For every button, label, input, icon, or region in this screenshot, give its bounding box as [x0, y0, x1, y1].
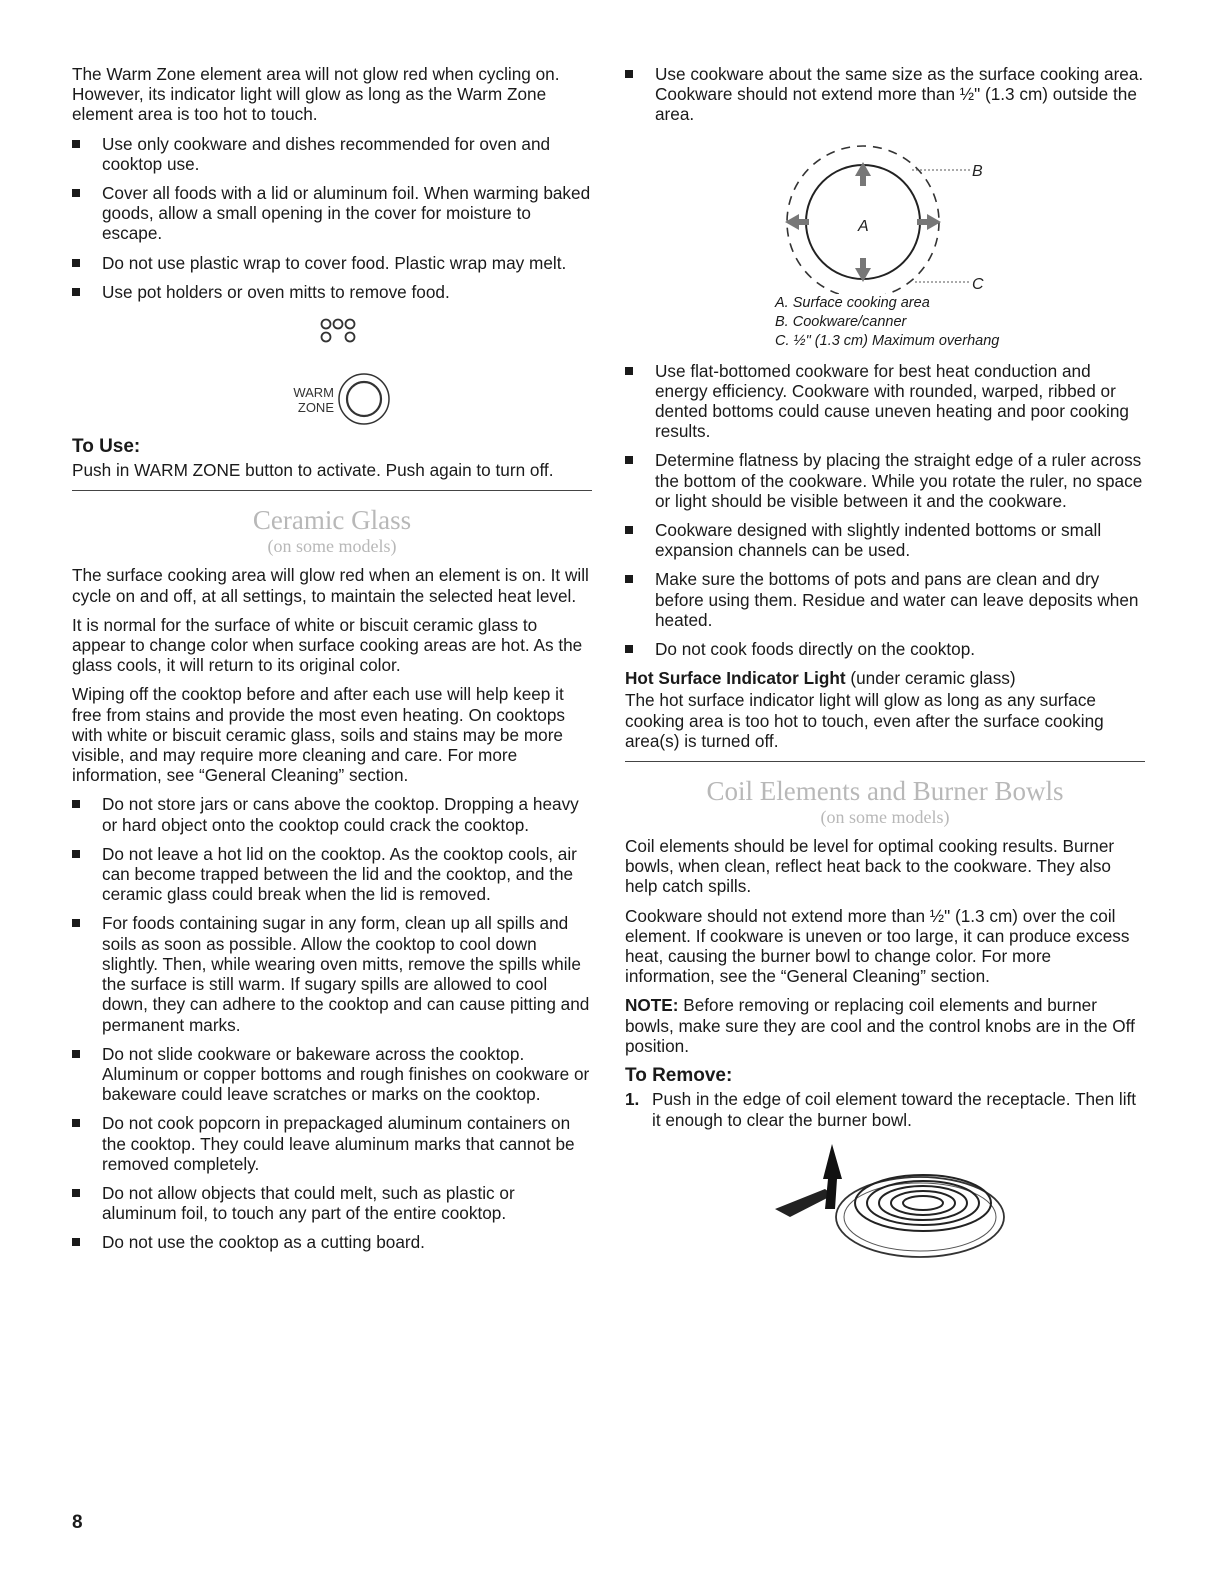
diagram-label-b: B: [972, 162, 983, 180]
list-item: Do not store jars or cans above the cooktop. Dropping a heavy or hard object onto the cooktop could crack the cooktop.: [72, 794, 592, 834]
to-use-text: Push in WARM ZONE button to activate. Push again to turn off.: [72, 460, 554, 481]
list-item: Cookware designed with slightly indented bottoms or small expansion channels can be used.: [625, 520, 1145, 560]
section-divider: [625, 761, 1145, 762]
list-item: Use cookware about the same size as the surface cooking area. Cookware should not extend more than ½" (1.3 cm) outside the area.: [625, 64, 1145, 125]
right-column: [625, 64, 1145, 1269]
diagram-caption-c: C. ½" (1.3 cm) Maximum overhang: [775, 332, 1000, 349]
coil-element-removal-illustration: [625, 1139, 1145, 1269]
section-divider: [72, 490, 592, 491]
note-text: Before removing or replacing coil elements and burner bowls, make sure they are cool and the control knobs are in the Off position.: [625, 995, 1135, 1056]
diagram-caption-a: A. Surface cooking area: [775, 294, 930, 311]
cookware-size-list: [625, 64, 1145, 125]
warm-label: WARM: [293, 385, 334, 401]
warm-zone-tips-list: [72, 134, 592, 302]
list-item: Determine flatness by placing the straight edge of a ruler across the bottom of the cookware. While you rotate the ruler, no space or light should be visible between it and the cookware.: [625, 450, 1145, 511]
warm-zone-control-illustration: [72, 311, 592, 433]
remove-step: [625, 1089, 1145, 1129]
to-remove-heading: To Remove:: [625, 1065, 733, 1087]
list-item: Do not use the cooktop as a cutting board.: [72, 1232, 592, 1252]
to-use-heading: To Use:: [72, 436, 141, 458]
ceramic-paragraph: Wiping off the cooktop before and after each use will help keep it free from stains and provide the most even heating. On cooktops with white or biscuit ceramic glass, soils and stains may be more visible, and may require more cleaning and care. For more information, see “General Cleaning” section.: [72, 684, 565, 786]
indicator-light-text: The hot surface indicator light will glow as long as any surface cooking area is too hot to touch, even after the surface cooking area(s) is turned off.: [625, 690, 1104, 751]
step-text: Push in the edge of coil element toward the receptacle. Then lift it enough to clear the burner bowl.: [652, 1089, 1137, 1130]
left-column: [72, 64, 592, 1262]
list-item: Do not use plastic wrap to cover food. Plastic wrap may melt.: [72, 253, 592, 273]
list-item: Use pot holders or oven mitts to remove food.: [72, 282, 592, 302]
coil-elements-subtitle: (on some models): [820, 807, 950, 828]
ceramic-glass-subtitle: (on some models): [267, 536, 397, 557]
list-item: Do not leave a hot lid on the cooktop. As the cooktop cools, air can become trapped between the lid and the cooktop, and the ceramic glass could break when the lid is removed.: [72, 844, 592, 905]
list-item: For foods containing sugar in any form, clean up all spills and soils as soon as possible. Allow the cooktop to cool down slightly. Then, while wearing oven mitts, remove the spills while the surface is still warm. If sugary spills are allowed to cool down, they can adhere to the cooktop and can cause pitting and permanent marks.: [72, 913, 592, 1034]
step-number: 1.: [625, 1089, 640, 1110]
diagram-label-a: A: [858, 217, 869, 235]
list-item: Do not allow objects that could melt, such as plastic or aluminum foil, to touch any part of the entire cooktop.: [72, 1183, 592, 1223]
list-item: Do not slide cookware or bakeware across the cooktop. Aluminum or copper bottoms and rough finishes on cookware or bakeware could leave scratches or marks on the cooktop.: [72, 1044, 592, 1105]
cookware-overhang-diagram: [625, 132, 1145, 294]
note-paragraph: [625, 995, 1145, 1056]
warm-zone-intro: The Warm Zone element area will not glow red when cycling on. However, its indicator light will glow as long as the Warm Zone element area is too hot to touch.: [72, 64, 560, 125]
list-item: Do not cook foods directly on the cooktop.: [625, 639, 1145, 659]
diagram-label-c: C: [972, 275, 984, 293]
list-item: Make sure the bottoms of pots and pans are clean and dry before using them. Residue and water can leave deposits when heated.: [625, 569, 1145, 630]
coil-paragraph: Cookware should not extend more than ½" (1.3 cm) over the coil element. If cookware is uneven or too large, it can produce excess heat, causing the burner bowl to change color. For more information, see the “General Cleaning” section.: [625, 905, 1130, 987]
page-number: 8: [72, 1512, 83, 1533]
zone-label: ZONE: [297, 400, 334, 416]
list-item: Cover all foods with a lid or aluminum foil. When warming baked goods, allow a small opening in the cover for moisture to escape.: [72, 183, 592, 244]
ceramic-paragraph: The surface cooking area will glow red when an element is on. It will cycle on and off, at all settings, to maintain the selected heat level.: [72, 565, 589, 606]
ceramic-tips-list: [72, 794, 592, 1252]
ceramic-glass-title: Ceramic Glass: [252, 505, 412, 536]
indicator-light-heading-rest: (under ceramic glass): [845, 668, 1016, 689]
coil-paragraph: Coil elements should be level for optimal cooking results. Burner bowls, when clean, reflect heat back to the cookware. They also help catch spills.: [625, 836, 1115, 897]
indicator-light-heading: [625, 668, 1145, 688]
diagram-caption-b: B. Cookware/canner: [775, 313, 907, 330]
list-item: Use flat-bottomed cookware for best heat conduction and energy efficiency. Cookware with rounded, warped, ribbed or dented bottoms could cause uneven heating and poor cooking results.: [625, 361, 1145, 442]
ceramic-paragraph: It is normal for the surface of white or biscuit ceramic glass to appear to change color when surface cooking areas are hot. As the glass cools, it will return to its original color.: [72, 614, 583, 676]
note-label: NOTE:: [625, 995, 679, 1016]
list-item: Use only cookware and dishes recommended for oven and cooktop use.: [72, 134, 592, 174]
indicator-light-heading-bold: Hot Surface Indicator Light: [625, 668, 846, 689]
list-item: Do not cook popcorn in prepackaged aluminum containers on the cooktop. They could leave aluminum marks that cannot be removed completely.: [72, 1113, 592, 1174]
cookware-tips-list: [625, 361, 1145, 660]
coil-elements-title: Coil Elements and Burner Bowls: [706, 776, 1064, 807]
